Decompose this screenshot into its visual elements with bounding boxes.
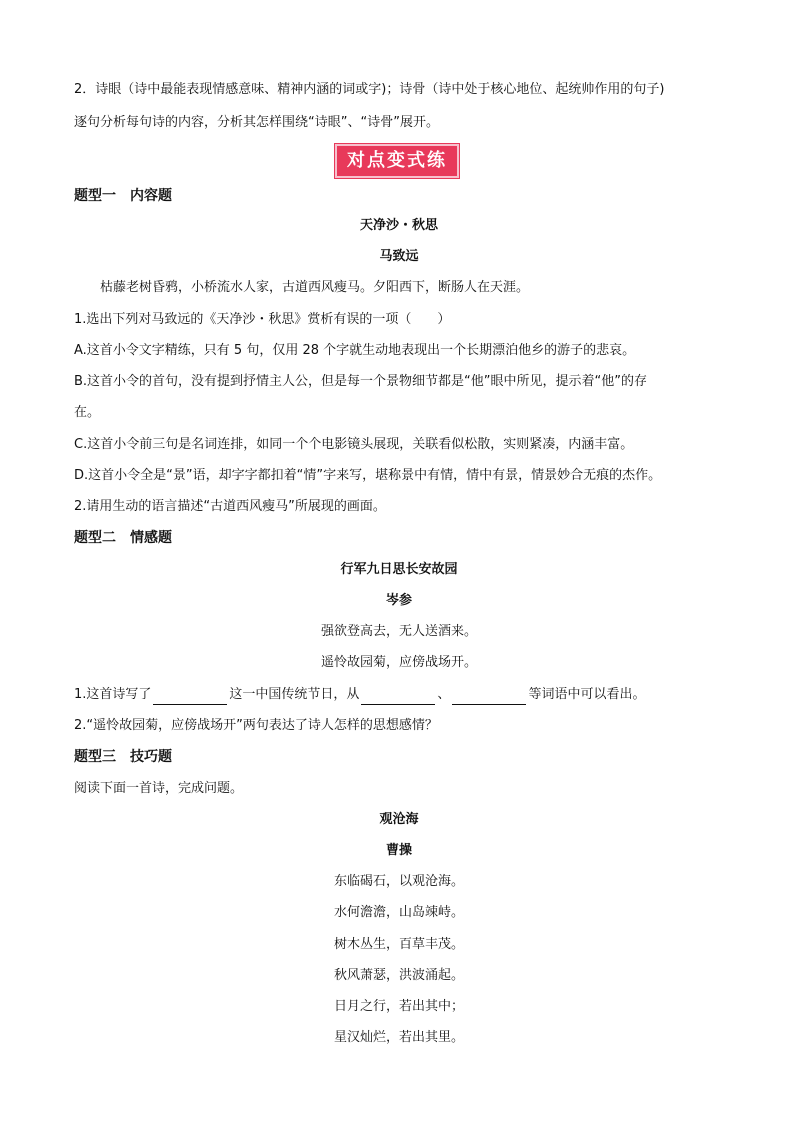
section-1-author: 马致远 xyxy=(379,249,419,264)
q1-text-part-1: 1.这首诗写了 xyxy=(74,687,152,702)
section-2-question-2: 2.“遥怜故园菊，应傍战场开”两句表达了诗人怎样的思想感情？ xyxy=(74,718,438,733)
section-1-heading: 题型一 内容题 xyxy=(74,188,172,204)
section-2-author: 岑参 xyxy=(385,593,412,608)
section-1-option-c: C.这首小令前三句是名词连排，如同一个个电影镜头展现，关联看似松散，实则紧凑，内涵丰富。 xyxy=(74,437,634,452)
section-2-question-1 xyxy=(74,685,724,705)
section-2-poem-line-2: 遥怜故园菊，应傍战场开。 xyxy=(320,655,477,670)
section-1-option-d: D.这首小令全是“景”语，却字字都扣着“情”字来写，堪称景中有情，情中有景，情景妙合无痕的杰作。 xyxy=(74,468,662,483)
q1-separator: 、 xyxy=(437,687,451,702)
section-3-poem-line-1: 东临碣石，以观沧海。 xyxy=(333,874,464,889)
answer-blank-2[interactable] xyxy=(361,690,435,705)
section-3-poem-line-6: 星汉灿烂，若出其里。 xyxy=(333,1030,464,1045)
answer-blank-1[interactable] xyxy=(153,690,227,705)
section-3-heading: 题型三 技巧题 xyxy=(74,749,172,765)
practice-banner: 对点变式练 xyxy=(335,144,459,178)
intro-line-1: 2．诗眼（诗中最能表现情感意味、精神内涵的词或字)；诗骨（诗中处于核心地位、起统帅作用的句子) xyxy=(74,82,665,97)
section-1-poem-title: 天净沙・秋思 xyxy=(359,218,438,233)
section-3-poem-line-5: 日月之行，若出其中； xyxy=(333,999,464,1014)
section-1-option-b-line-1: B.这首小令的首句，没有提到抒情主人公，但是每一个景物细节都是“他”眼中所见，提示着“他”的存 xyxy=(74,374,647,389)
section-3-poem-line-2: 水何澹澹，山岛竦峙。 xyxy=(333,905,464,920)
section-2-poem-line-1: 强欲登高去，无人送酒来。 xyxy=(320,624,477,639)
intro-line-2: 逐句分析每句诗的内容，分析其怎样围绕“诗眼”、“诗骨”展开。 xyxy=(74,115,439,130)
section-1-question-2: 2.请用生动的语言描述“古道西风瘦马”所展现的画面。 xyxy=(74,499,386,514)
section-1-option-b-line-2: 在。 xyxy=(74,405,101,420)
section-2-poem-title: 行军九日思长安故园 xyxy=(340,562,458,577)
section-1-option-a: A.这首小令文字精练，只有 5 句，仅用 28 个字就生动地表现出一个长期漂泊他乡的游子的悲哀。 xyxy=(74,343,636,358)
banner-container xyxy=(0,144,794,178)
q1-text-part-2: 这一中国传统节日，从 xyxy=(229,687,360,702)
answer-blank-3[interactable] xyxy=(452,690,526,705)
section-1-question-1: 1.选出下列对马致远的《天净沙・秋思》赏析有误的一项（ ） xyxy=(74,312,451,327)
section-3-poem-title: 观沧海 xyxy=(379,812,419,827)
section-1-poem-text: 枯藤老树昏鸦，小桥流水人家，古道西风瘦马。夕阳西下，断肠人在天涯。 xyxy=(100,280,530,295)
section-3-poem-line-4: 秋风萧瑟，洪波涌起。 xyxy=(333,968,464,983)
section-3-instruction: 阅读下面一首诗，完成问题。 xyxy=(74,781,244,796)
section-3-author: 曹操 xyxy=(385,843,412,858)
section-3-poem-line-3: 树木丛生，百草丰茂。 xyxy=(333,937,464,952)
q1-text-part-3: 等词语中可以看出。 xyxy=(528,687,646,702)
section-2-heading: 题型二 情感题 xyxy=(74,530,172,546)
